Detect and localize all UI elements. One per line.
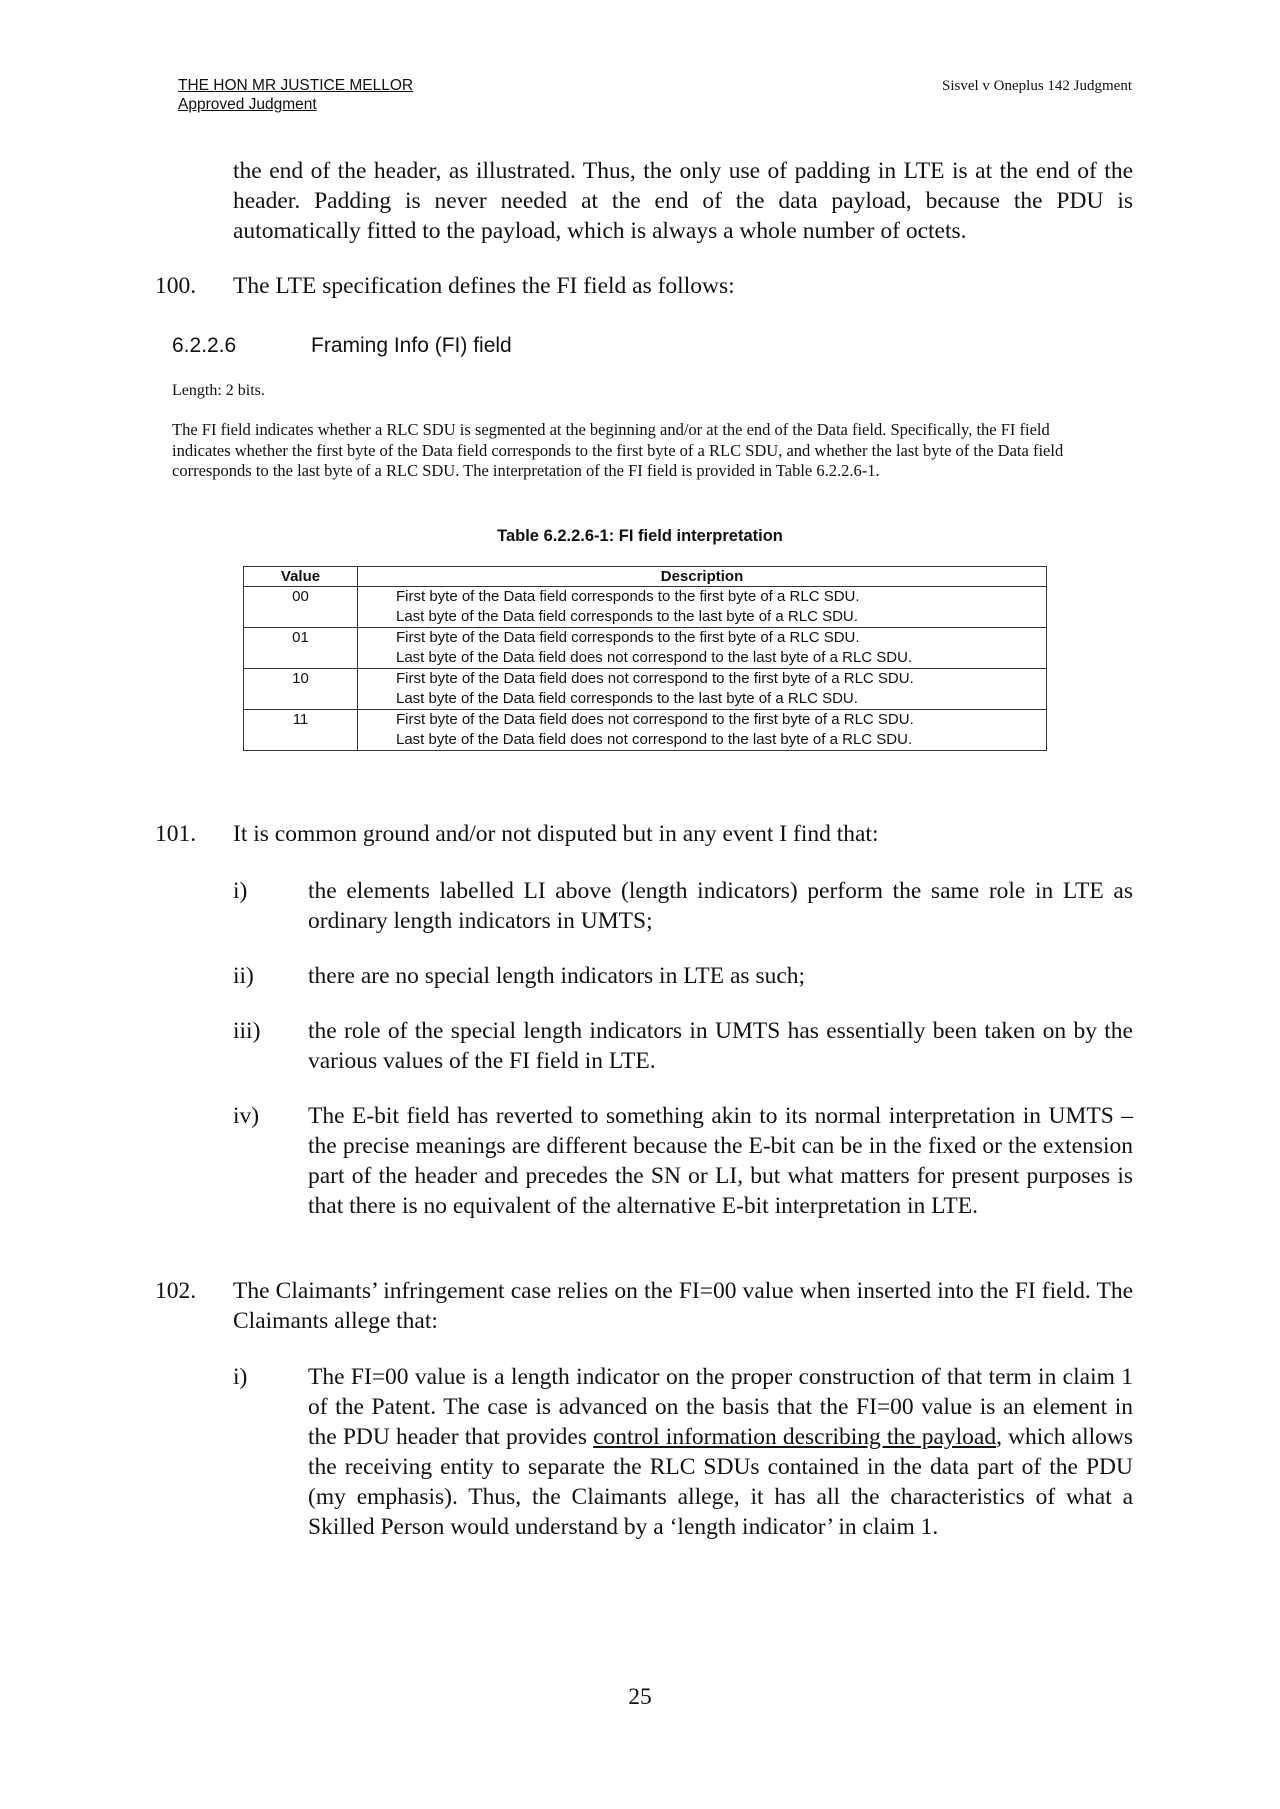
description-line: Last byte of the Data field does not correspond to the last byte of a RLC SDU. [396, 649, 913, 666]
para-102-number: 102. [155, 1278, 197, 1304]
fi-description [358, 669, 1047, 710]
description-line: First byte of the Data field corresponds to the first byte of a RLC SDU. [396, 588, 860, 605]
list-item-label: iii) [233, 1018, 261, 1044]
item-text-before: The FI=00 value is a length indicator on the proper construction of that term in claim 1 of the Patent. The case is advanced on the basis that the FI=00 value is an element in the PDU header that provides [308, 1364, 1133, 1450]
spec-section-title: Framing Info (FI) field [311, 334, 512, 357]
spec-body: The FI field indicates whether a RLC SDU is segmented at the beginning and/or at the end of the Data field. Specifically, the FI field indicates whether the first byte of the Data field corresponds to the first byte of a RLC SDU, and whether the last byte of the Data field corresponds to the last byte of a RLC SDU. The interpretation of the FI field is provided in Table 6.2.2.6-1. [172, 420, 1064, 480]
fi-description [358, 710, 1047, 751]
case-title: Sisvel v Oneplus 142 Judgment [942, 78, 1132, 94]
description-line: First byte of the Data field corresponds to the first byte of a RLC SDU. [396, 629, 860, 646]
list-item [308, 1362, 1133, 1542]
description-line: First byte of the Data field does not correspond to the first byte of a RLC SDU. [396, 670, 914, 687]
description-line: Last byte of the Data field corresponds to the last byte of a RLC SDU. [396, 608, 858, 625]
table-row [244, 669, 1047, 710]
list-item-label: i) [233, 1364, 248, 1390]
fi-value: 10 [244, 669, 358, 710]
item-text-after: , which allows the receiving entity to separate the RLC SDUs contained in the data part of the PDU (my emphasis). Thus, the Claimants allege, it has all the characteristics of what a Skilled Person would understand by a ‘length indicator’ in claim 1. [308, 1424, 1133, 1540]
para-100-text: The LTE specification defines the FI field as follows: [233, 273, 735, 299]
para-101-text: It is common ground and/or not disputed but in any event I find that: [233, 821, 879, 847]
judgment-status: Approved Judgment [178, 96, 317, 113]
description-line: Last byte of the Data field does not correspond to the last byte of a RLC SDU. [396, 731, 913, 748]
spec-section-number: 6.2.2.6 [172, 334, 237, 357]
fi-value: 11 [244, 710, 358, 751]
table-row [244, 628, 1047, 669]
judge-name: THE HON MR JUSTICE MELLOR [178, 77, 414, 94]
list-item-label: ii) [233, 963, 254, 989]
intro-paragraph: the end of the header, as illustrated. Thus, the only use of padding in LTE is at the end of the header. Padding is never needed at the end of the data payload, because the PDU is automatically fitted to the payload, which is always a whole number of octets. [233, 158, 1133, 244]
table-row [244, 710, 1047, 751]
para-100-number: 100. [155, 273, 197, 299]
column-header-value: Value [244, 567, 358, 587]
para-101-number: 101. [155, 821, 197, 847]
running-header-left [178, 76, 413, 114]
fi-value: 01 [244, 628, 358, 669]
emphasis-underlined: control information describing the payload [593, 1424, 997, 1450]
table-caption: Table 6.2.2.6-1: FI field interpretation [497, 527, 783, 545]
list-item: The E-bit field has reverted to something akin to its normal interpretation in UMTS – the precise meanings are different because the E-bit can be in the fixed or the extension part of the header and precedes the SN or LI, but what matters for present purposes is that there is no equivalent of the alternative E-bit interpretation in LTE. [308, 1103, 1133, 1219]
column-header-description: Description [358, 567, 1047, 587]
list-item-label: i) [233, 878, 248, 904]
table-row [244, 587, 1047, 628]
para-102-text: The Claimants’ infringement case relies on the FI=00 value when inserted into the FI field. The Claimants allege that: [233, 1278, 1133, 1334]
spec-length: Length: 2 bits. [172, 382, 265, 399]
fi-interpretation-table [243, 566, 1047, 751]
page-number: 25 [628, 1684, 652, 1710]
fi-description [358, 587, 1047, 628]
list-item: the role of the special length indicators in UMTS has essentially been taken on by the various values of the FI field in LTE. [308, 1018, 1133, 1074]
fi-value: 00 [244, 587, 358, 628]
list-item: there are no special length indicators in LTE as such; [308, 963, 806, 989]
description-line: Last byte of the Data field corresponds to the last byte of a RLC SDU. [396, 690, 858, 707]
list-item-label: iv) [233, 1103, 260, 1129]
fi-description [358, 628, 1047, 669]
description-line: First byte of the Data field does not correspond to the first byte of a RLC SDU. [396, 711, 914, 728]
list-item: the elements labelled LI above (length indicators) perform the same role in LTE as ordinary length indicators in UMTS; [308, 878, 1133, 934]
table-header-row [244, 567, 1047, 587]
